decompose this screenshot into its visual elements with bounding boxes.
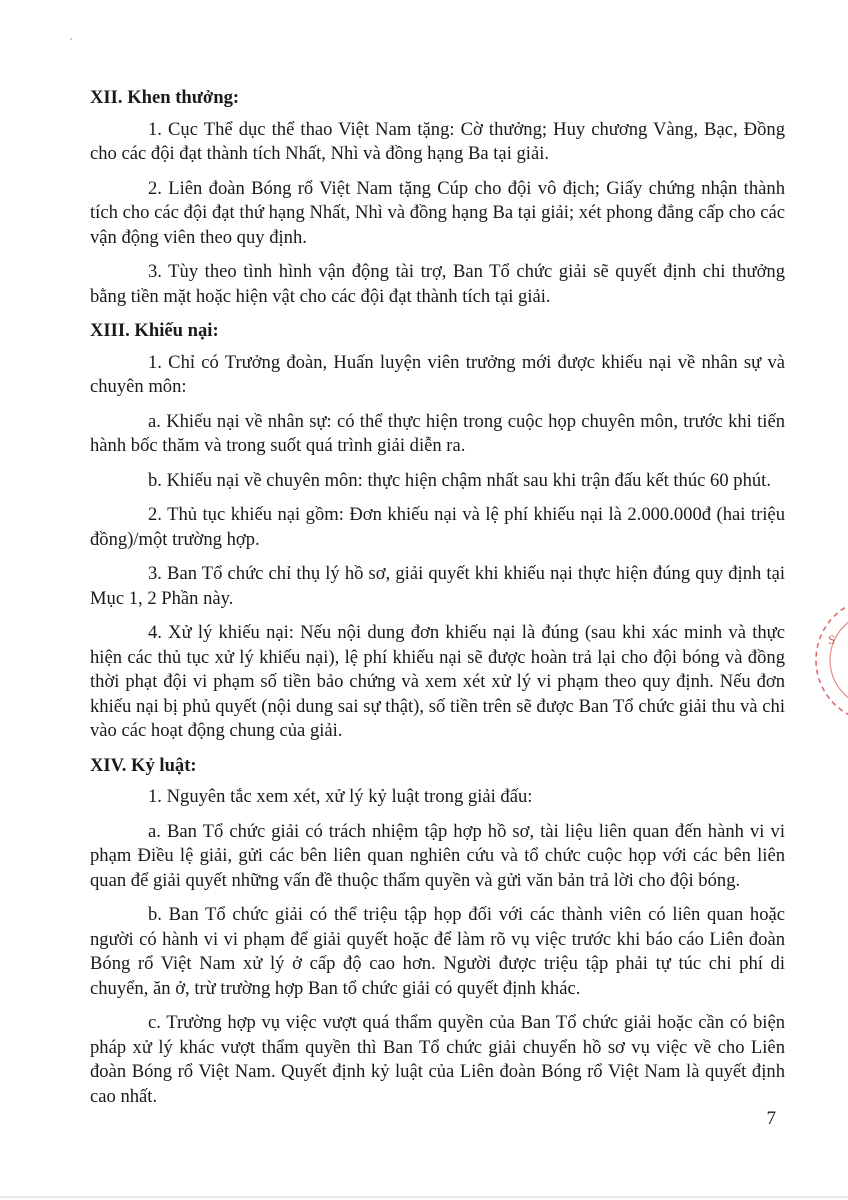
paragraph: a. Ban Tổ chức giải có trách nhiệm tập hợp hồ sơ, tài liệu liên quan đến hành vi vi phạm Điều lệ giải, gửi các bên liên quan nghiên cứu và tổ chức cuộc họp với các bên liên quan để giải quyết những vấn đề thuộc thẩm quyền và gửi văn bản trả lời cho đội bóng. [90,820,785,891]
paragraph: 2. Liên đoàn Bóng rổ Việt Nam tặng Cúp cho đội vô địch; Giấy chứng nhận thành tích cho các đội đạt thứ hạng Nhất, Nhì và đồng hạng Ba tại giải; xét phong đẳng cấp cho các vận động viên theo quy định. [90,177,785,248]
scan-speck [70,38,72,40]
section-heading: XIV. Kỷ luật: [90,754,197,776]
paragraph: b. Khiếu nại về chuyên môn: thực hiện chậm nhất sau khi trận đấu kết thúc 60 phút. [148,469,771,491]
paragraph: 3. Ban Tổ chức chỉ thụ lý hồ sơ, giải quyết khi khiếu nại thực hiện đúng quy định tại Mục 1, 2 Phần này. [90,563,785,609]
seal-text-fragment: S [828,632,836,647]
paragraph: 2. Thủ tục khiếu nại gồm: Đơn khiếu nại và lệ phí khiếu nại là 2.000.000đ (hai triệu đồng)/một trường hợp. [90,504,785,550]
document-body [90,86,785,1119]
section-heading: XII. Khen thưởng: [90,87,240,108]
paragraph: 3. Tùy theo tình hình vận động tài trợ, Ban Tổ chức giải sẽ quyết định chi thưởng bằng tiền mặt hoặc hiện vật cho các đội đạt thành tích tại giải. [90,261,785,307]
paragraph: 1. Cục Thể dục thể thao Việt Nam tặng: Cờ thưởng; Huy chương Vàng, Bạc, Đồng cho các đội đạt thành tích Nhất, Nhì và đồng hạng Ba tại giải. [90,118,785,164]
seal-stamp-fragment [808,580,848,740]
paragraph: 1. Nguyên tắc xem xét, xử lý kỷ luật trong giải đấu: [148,786,533,807]
paragraph: 4. Xử lý khiếu nại: Nếu nội dung đơn khiếu nại là đúng (sau khi xác minh và thực hiện các thủ tục xử lý khiếu nại), lệ phí khiếu nại sẽ được hoàn trả lại cho đội bóng và đồng thời phạt đội vi phạm số tiền bảo chứng và xem xét xử lý vi phạm theo quy định. Nếu đơn khiếu nại bị phủ quyết (nội dung sai sự thật), số tiền trên sẽ được Ban Tổ chức giải thu và chi vào các hoạt động chung của giải. [90,622,785,741]
paragraph: c. Trường hợp vụ việc vượt quá thẩm quyền của Ban Tổ chức giải hoặc cần có biện pháp xử lý khác vượt thẩm quyền thì Ban Tổ chức giải chuyển hồ sơ vụ việc về cho Liên đoàn Bóng rổ Việt Nam. Quyết định kỷ luật của Liên đoàn Bóng rổ Việt Nam là quyết định cao nhất. [90,1012,785,1107]
section-ky-luat [90,754,785,1110]
paragraph: 1. Chỉ có Trưởng đoàn, Huấn luyện viên trưởng mới được khiếu nại về nhân sự và chuyên môn: [90,351,785,397]
scan-bottom-edge [0,1196,848,1198]
paragraph: a. Khiếu nại về nhân sự: có thể thực hiện trong cuộc họp chuyên môn, trước khi tiến hành bốc thăm và trong suốt quá trình giải diễn ra. [90,410,785,456]
section-khieu-nai [90,319,785,744]
seal-inner-ring [830,612,848,708]
seal-outer-ring [816,598,848,722]
section-heading: XIII. Khiếu nại: [90,320,219,341]
page-number: 7 [766,1108,776,1129]
section-khen-thuong [90,86,785,309]
paragraph: b. Ban Tổ chức giải có thể triệu tập họp đối với các thành viên có liên quan hoặc người có hành vi vi phạm để giải quyết hoặc để làm rõ vụ việc trước khi báo cáo Liên đoàn Bóng rổ Việt Nam xử lý ở cấp độ cao hơn. Người được triệu tập phải tự túc chi phí di chuyển, ăn ở, trừ trường hợp Ban tổ chức giải có quyết định khác. [90,904,785,999]
